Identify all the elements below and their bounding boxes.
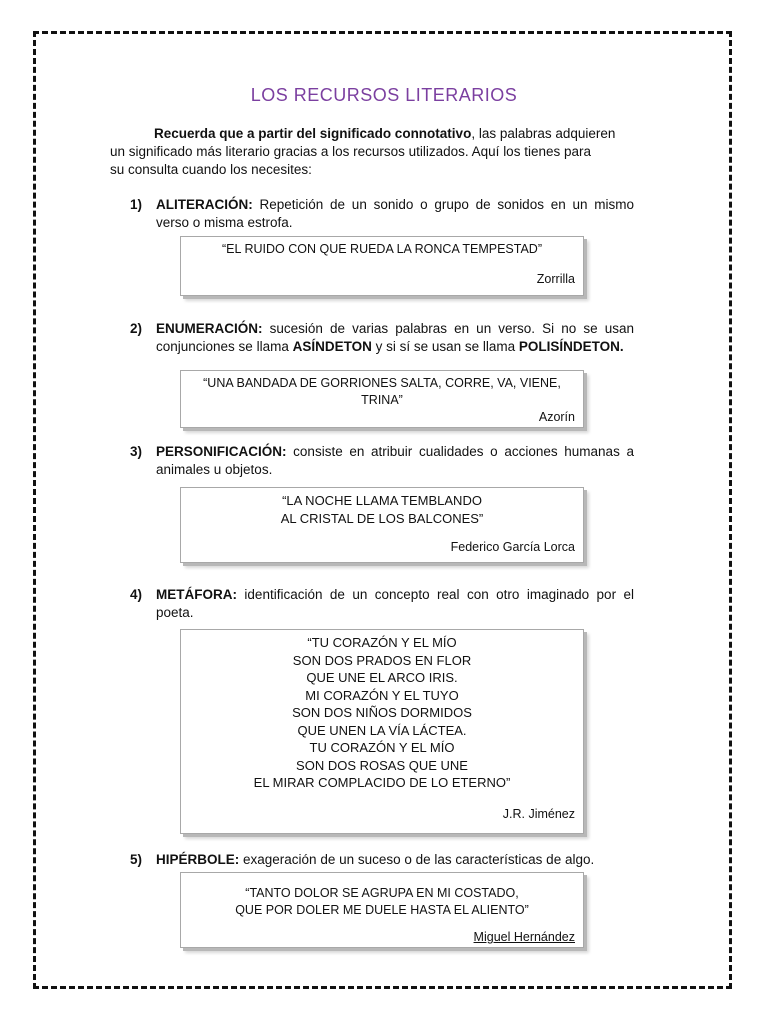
item-body [156,586,634,622]
item-term: HIPÉRBOLE: [156,852,240,867]
quote-box-hiperbole [180,872,584,948]
quote-line: AL CRISTAL DE LOS BALCONES” [280,511,484,526]
quote-line: “UNA BANDADA DE GORRIONES SALTA, CORRE, VA, VIENE, [203,376,561,390]
quote-box-personificacion [180,487,584,563]
item-term: METÁFORA: [156,587,237,602]
quote-author: Azorín [538,410,575,424]
quote-line: “TU CORAZÓN Y EL MÍO [307,635,457,650]
item-bold-term: POLISÍNDETON. [518,339,624,354]
item-body [156,851,634,869]
item-number: 4) [130,587,143,602]
item-bold-term: ASÍNDETON [292,339,372,354]
quote-box-aliteracion [180,236,584,296]
quote-line: EL MIRAR COMPLACIDO DE LO ETERNO” [253,775,511,790]
quote-line: QUE POR DOLER ME DUELE HASTA EL ALIENTO” [235,903,529,917]
quote-author: Zorrilla [536,272,575,286]
item-definition: y si sí se usan se llama [371,339,519,354]
quote-line: “TANTO DOLOR SE AGRUPA EN MI COSTADO, [245,886,519,900]
item-number: 1) [130,197,143,212]
quote-line: QUE UNEN LA VÍA LÁCTEA. [297,722,467,738]
page-title: LOS RECURSOS LITERARIOS [250,85,518,105]
item-definition: identificación de un concepto real con otro imaginado por el poeta. [156,587,634,620]
item-definition: sucesión de varias palabras en un verso. Si no se usan conjunciones se llama [156,321,634,354]
quote-box-enumeracion [180,370,584,428]
quote-line: SON DOS PRADOS EN FLOR [292,652,472,668]
item-term: ALITERACIÓN: [156,197,253,212]
item-definition: consiste en atribuir cualidades o acciones humanas a animales u objetos. [156,444,634,477]
item-definition: Repetición de un sonido o grupo de sonidos en un mismo verso o misma estrofa. [156,197,634,230]
quote-line: QUE UNE EL ARCO IRIS. [306,670,458,685]
intro-line-1 [110,125,640,143]
quote-author: Federico García Lorca [450,540,575,554]
quote-line: SON DOS NIÑOS DORMIDOS [292,705,472,720]
item-body [156,443,634,479]
quote-box-metafora [180,629,584,834]
item-personificacion [130,443,634,479]
item-number: 2) [130,321,143,336]
item-metafora [130,586,634,622]
item-term: PERSONIFICACIÓN: [156,444,287,459]
item-term: ENUMERACIÓN: [156,321,263,336]
item-hiperbole [130,851,634,869]
intro-line-1-rest: , las palabras adquieren [471,126,616,141]
quote-line: SON DOS ROSAS QUE UNE [296,757,468,773]
item-body [156,196,634,232]
item-definition: exageración de un suceso o de las características de algo. [239,852,595,867]
item-aliteracion [130,196,634,232]
intro-paragraph [110,125,640,179]
quote-line: TRINA” [361,393,403,407]
intro-line-3: su consulta cuando los necesites: [110,162,312,177]
intro-line-2: un significado más literario gracias a los recursos utilizados. Aquí los tienes para [110,144,591,159]
quote-line: MI CORAZÓN Y EL TUYO [305,687,459,703]
quote-line: TU CORAZÓN Y EL MÍO [309,740,455,755]
quote-author: Miguel Hernández [473,930,575,944]
intro-bold: Recuerda que a partir del significado connotativo [154,126,472,141]
item-enumeracion [130,320,634,356]
quote-line: “EL RUIDO CON QUE RUEDA LA RONCA TEMPESTAD” [222,242,542,256]
item-body [156,320,634,356]
item-number: 3) [130,444,143,459]
quote-line: “LA NOCHE LLAMA TEMBLANDO [282,493,482,508]
quote-author: J.R. Jiménez [502,806,575,821]
item-number: 5) [130,852,143,867]
